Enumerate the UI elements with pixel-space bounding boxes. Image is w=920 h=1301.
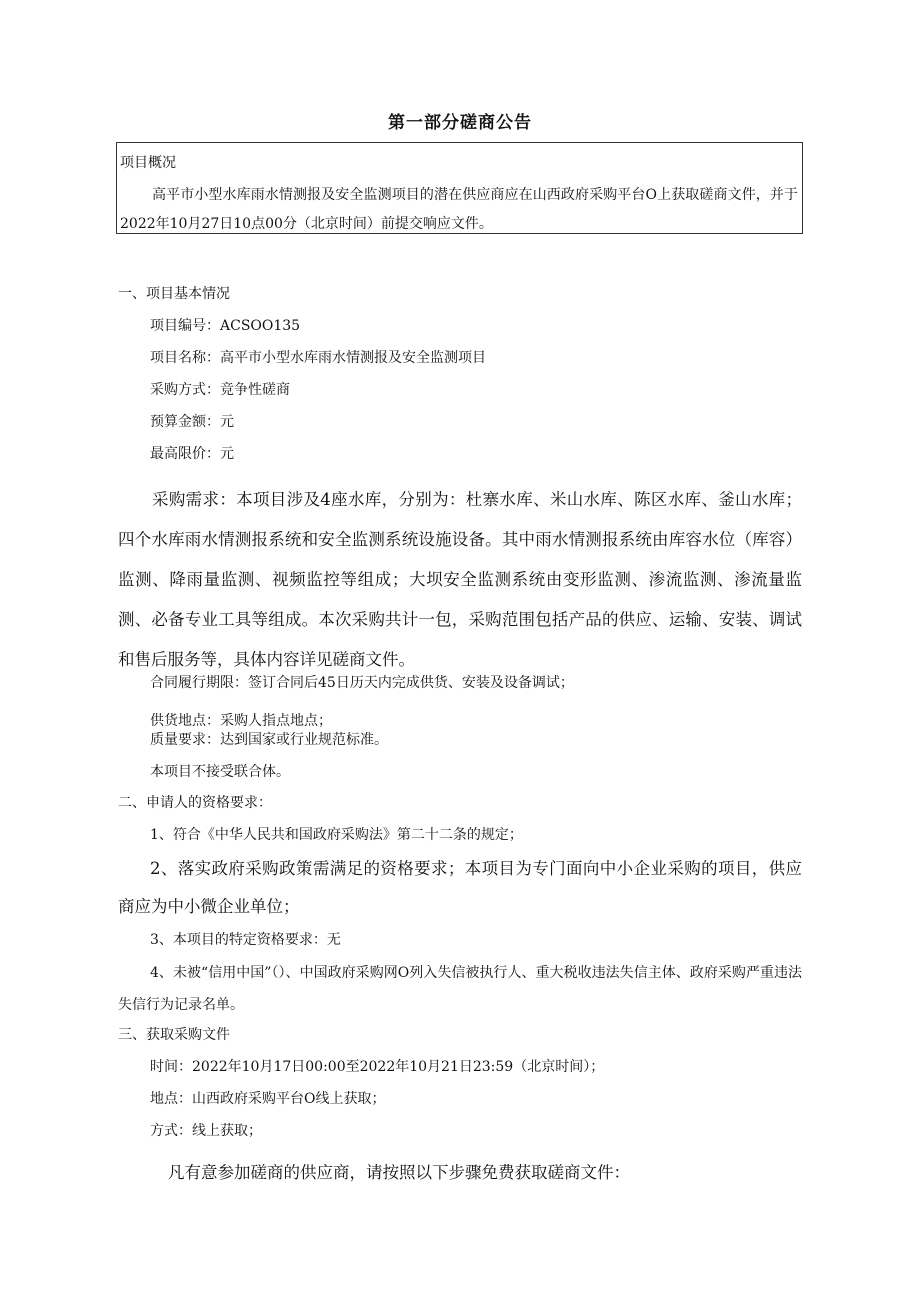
delivery-location: 供货地点：采购人指点地点； — [150, 713, 332, 729]
contract-period: 合同履行期限：签订合同后45日历天内完成供货、安装及设备调试； — [150, 675, 574, 691]
consortium-note: 本项目不接受联合体。 — [150, 764, 290, 780]
qualification-item-1: 1、符合《中华人民共和国政府采购法》第二十二条的规定； — [150, 827, 523, 843]
procurement-method: 采购方式：竞争性磋商 — [150, 382, 290, 398]
overview-heading: 项目概况 — [120, 155, 176, 171]
max-price: 最高限价：元 — [150, 446, 234, 462]
acquisition-place: 地点：山西政府采购平台O线上获取； — [150, 1091, 386, 1107]
acquisition-time: 时间：2022年10月17日00:00至2022年10月21日23:59（北京时间）； — [150, 1059, 605, 1075]
page-title: 第一部分磋商公告 — [388, 113, 532, 133]
qualification-item-4: 4、未被“信用中国”（）、中国政府采购网O列入失信被执行人、重大税收违法失信主体、政府采购严重违法失信行为记录名单。 — [118, 965, 802, 1013]
project-overview-box — [116, 142, 803, 234]
budget-amount: 预算金额：元 — [150, 414, 234, 430]
acquisition-instructions: 凡有意参加磋商的供应商，请按照以下步骤免费获取磋商文件： — [168, 1163, 630, 1182]
section2-heading: 二、申请人的资格要求： — [118, 795, 272, 811]
project-name: 项目名称：高平市小型水库雨水情测报及安全监测项目 — [150, 350, 486, 366]
overview-text: 高平市小型水库雨水情测报及安全监测项目的潜在供应商应在山西政府采购平台O上获取磋商文件，并于2022年10月27日10点00分（北京时间）前提交响应文件。 — [120, 187, 798, 232]
section1-heading: 一、项目基本情况 — [118, 286, 230, 302]
qualification-item-3: 3、本项目的特定资格要求：无 — [150, 932, 341, 948]
quality-requirement: 质量要求：达到国家或行业规范标准。 — [150, 732, 388, 748]
section3-heading: 三、获取采购文件 — [118, 1027, 230, 1043]
procurement-requirements: 采购需求：本项目涉及4座水库，分别为：杜寨水库、米山水库、陈区水库、釜山水库；四个水库雨水情测报系统和安全监测系统设施设备。其中雨水情测报系统由库容水位（库容）监测、降雨量监测、视频监控等组成；大坝安全监测系统由变形监测、渗流监测、渗流量监测、必备专业工具等组成。本次采购共计一包，采购范围包括产品的供应、运输、安装、调试和售后服务等，具体内容详见磋商文件。 — [118, 490, 802, 669]
qualification-item-2: 2、落实政府采购政策需满足的资格要求；本项目为专门面向中小企业采购的项目，供应商应为中小微企业单位； — [118, 859, 802, 916]
acquisition-method: 方式：线上获取； — [150, 1123, 262, 1139]
project-number: 项目编号：ACSOO135 — [150, 318, 301, 334]
